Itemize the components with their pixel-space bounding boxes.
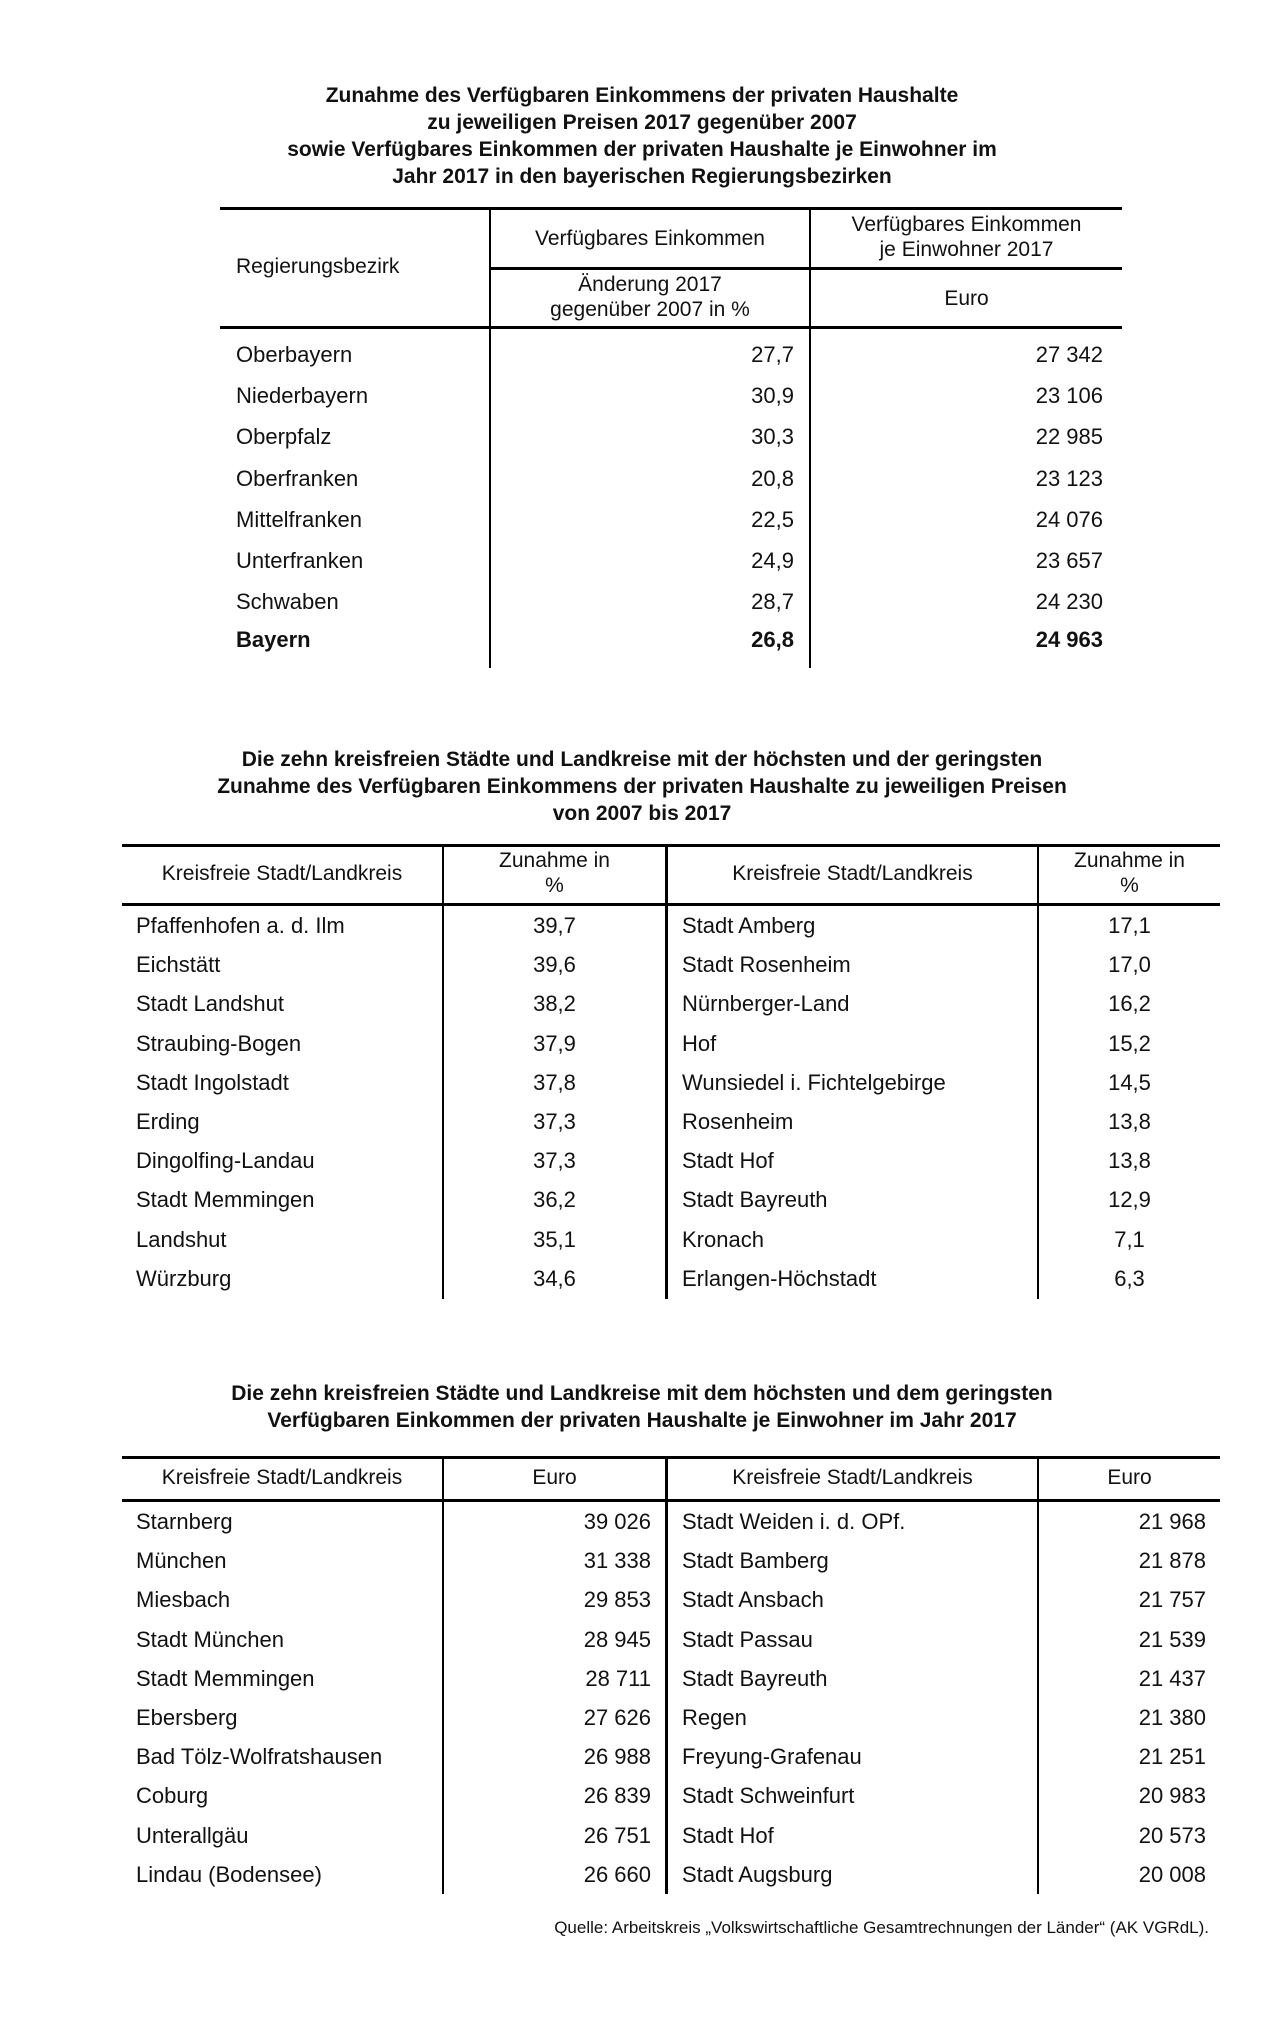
change-percent: 30,9 <box>751 383 794 408</box>
per-capita-euro: 23 106 <box>1035 383 1103 408</box>
table1-header-per-capita <box>811 212 1122 262</box>
per-capita-euro: 22 985 <box>1035 424 1103 449</box>
table3-header-value-left: Euro <box>532 1466 577 1489</box>
highest-name: Stadt Landshut <box>136 991 285 1016</box>
highest-value: 28 711 <box>585 1666 651 1691</box>
change-percent: 26,8 <box>751 627 794 652</box>
region-name: Oberpfalz <box>236 424 332 449</box>
table2-header-value-left <box>444 848 665 898</box>
highest-value: 29 853 <box>583 1587 651 1612</box>
highest-value: 39 026 <box>583 1509 651 1534</box>
lowest-name: Wunsiedel i. Fichtelgebirge <box>682 1070 946 1095</box>
region-name: Schwaben <box>236 589 339 614</box>
highest-name: Ebersberg <box>136 1705 238 1730</box>
per-capita-euro: 24 230 <box>1035 589 1103 614</box>
lowest-value: 12,9 <box>1108 1187 1151 1212</box>
per-capita-euro: 24 076 <box>1035 507 1103 532</box>
header-line: Verfügbares Einkommen <box>851 213 1082 236</box>
highest-name: Eichstätt <box>136 952 221 977</box>
lowest-name: Stadt Hof <box>682 1823 774 1848</box>
table2-title-line: Zunahme des Verfügbaren Einkommens der privaten Haushalte zu jeweiligen Preisen <box>217 775 1067 798</box>
highest-value: 35,1 <box>533 1227 576 1252</box>
region-name: Oberbayern <box>236 342 353 367</box>
header-line: je Einwohner 2017 <box>879 238 1054 261</box>
table1-title-line: Jahr 2017 in den bayerischen Regierungsbezirken <box>392 165 892 188</box>
table1-mid-rule <box>490 267 1122 270</box>
lowest-value: 21 968 <box>1138 1509 1206 1534</box>
table2-top-rule <box>122 844 1220 847</box>
change-percent: 22,5 <box>751 507 794 532</box>
highest-value: 31 338 <box>583 1548 651 1573</box>
lowest-name: Stadt Augsburg <box>682 1862 833 1887</box>
lowest-name: Stadt Bamberg <box>682 1548 829 1573</box>
change-percent: 20,8 <box>751 466 794 491</box>
lowest-value: 13,8 <box>1108 1109 1151 1134</box>
lowest-name: Kronach <box>682 1227 764 1252</box>
per-capita-euro: 23 657 <box>1035 548 1103 573</box>
highest-value: 27 626 <box>583 1705 651 1730</box>
table1-title-line: zu jeweiligen Preisen 2017 gegenüber 2007 <box>427 111 857 134</box>
highest-name: München <box>136 1548 227 1573</box>
highest-value: 37,3 <box>533 1109 576 1134</box>
highest-name: Stadt Memmingen <box>136 1187 315 1212</box>
lowest-name: Stadt Rosenheim <box>682 952 851 977</box>
lowest-name: Erlangen-Höchstadt <box>682 1266 877 1291</box>
lowest-name: Stadt Ansbach <box>682 1587 824 1612</box>
lowest-name: Stadt Bayreuth <box>682 1666 828 1691</box>
table3-title-line: Verfügbaren Einkommen der privaten Haushalte je Einwohner im Jahr 2017 <box>267 1409 1017 1432</box>
highest-value: 39,6 <box>533 952 576 977</box>
header-line: % <box>1120 874 1139 897</box>
lowest-value: 17,1 <box>1108 913 1151 938</box>
table2-header-rule <box>122 903 1220 906</box>
table3-title-line: Die zehn kreisfreien Städte und Landkreise mit dem höchsten und dem geringsten <box>231 1382 1053 1405</box>
region-name: Niederbayern <box>236 383 369 408</box>
table3-header-name-right: Kreisfreie Stadt/Landkreis <box>732 1466 973 1489</box>
change-percent: 24,9 <box>751 548 794 573</box>
table1-header-income: Verfügbares Einkommen <box>535 227 765 250</box>
table2-title-line: von 2007 bis 2017 <box>552 802 732 825</box>
highest-name: Stadt München <box>136 1627 284 1652</box>
highest-value: 26 660 <box>583 1862 651 1887</box>
lowest-name: Nürnberger-Land <box>682 991 850 1016</box>
lowest-value: 20 573 <box>1138 1823 1206 1848</box>
lowest-name: Regen <box>682 1705 747 1730</box>
table2-title <box>0 746 1284 827</box>
lowest-value: 21 251 <box>1138 1744 1206 1769</box>
highest-name: Pfaffenhofen a. d. Ilm <box>136 913 345 938</box>
header-line: % <box>545 874 564 897</box>
table3-header-name-left: Kreisfreie Stadt/Landkreis <box>161 1466 403 1489</box>
table3-title <box>0 1380 1284 1434</box>
table1-top-rule <box>220 207 1122 210</box>
table3-header-value-right: Euro <box>1107 1466 1152 1489</box>
table1-header-change <box>491 272 809 322</box>
lowest-name: Rosenheim <box>682 1109 794 1134</box>
header-line: Änderung 2017 <box>578 273 722 296</box>
region-name: Mittelfranken <box>236 507 362 532</box>
lowest-value: 21 757 <box>1138 1587 1206 1612</box>
change-percent: 30,3 <box>751 424 794 449</box>
table2-title-line: Die zehn kreisfreien Städte und Landkreise mit der höchsten und der geringsten <box>241 748 1043 771</box>
highest-name: Stadt Memmingen <box>136 1666 315 1691</box>
highest-value: 37,8 <box>533 1070 576 1095</box>
per-capita-euro: 23 123 <box>1035 466 1103 491</box>
table2-header-name-left: Kreisfreie Stadt/Landkreis <box>161 862 403 885</box>
highest-value: 39,7 <box>533 913 576 938</box>
table1-header-rule <box>220 326 1122 329</box>
lowest-value: 7,1 <box>1114 1227 1145 1252</box>
highest-value: 36,2 <box>533 1187 576 1212</box>
lowest-name: Stadt Amberg <box>682 913 816 938</box>
highest-value: 26 751 <box>583 1823 651 1848</box>
highest-name: Starnberg <box>136 1509 233 1534</box>
table3-divider <box>665 1457 668 1894</box>
lowest-value: 21 380 <box>1138 1705 1206 1730</box>
highest-name: Landshut <box>136 1227 227 1252</box>
lowest-value: 21 539 <box>1138 1627 1206 1652</box>
table2-divider <box>665 845 668 1299</box>
lowest-value: 20 983 <box>1138 1783 1206 1808</box>
region-name: Bayern <box>236 627 311 652</box>
region-name: Oberfranken <box>236 466 359 491</box>
highest-name: Unterallgäu <box>136 1823 249 1848</box>
lowest-name: Stadt Bayreuth <box>682 1187 828 1212</box>
highest-name: Bad Tölz-Wolfratshausen <box>136 1744 383 1769</box>
table1-title-line: sowie Verfügbares Einkommen der privaten Haushalte je Einwohner im <box>287 138 997 161</box>
lowest-value: 6,3 <box>1114 1266 1145 1291</box>
change-percent: 27,7 <box>751 342 794 367</box>
lowest-value: 21 437 <box>1138 1666 1206 1691</box>
highest-value: 37,3 <box>533 1148 576 1173</box>
header-line: Zunahme in <box>499 849 610 872</box>
header-line: Zunahme in <box>1074 849 1185 872</box>
table1-title-line: Zunahme des Verfügbaren Einkommens der privaten Haushalte <box>325 84 959 107</box>
lowest-name: Stadt Hof <box>682 1148 774 1173</box>
highest-value: 26 839 <box>583 1783 651 1808</box>
table1-title <box>0 82 1284 190</box>
lowest-name: Stadt Passau <box>682 1627 813 1652</box>
table2-header-value-right <box>1039 848 1220 898</box>
highest-value: 37,9 <box>533 1031 576 1056</box>
highest-name: Coburg <box>136 1783 209 1808</box>
table3-top-rule <box>122 1456 1220 1459</box>
per-capita-euro: 24 963 <box>1035 627 1103 652</box>
highest-value: 28 945 <box>583 1627 651 1652</box>
lowest-value: 20 008 <box>1138 1862 1206 1887</box>
source-note: Quelle: Arbeitskreis „Volkswirtschaftliche Gesamtrechnungen der Länder“ (AK VGRdL). <box>554 1918 1209 1937</box>
lowest-value: 15,2 <box>1108 1031 1151 1056</box>
table3-header-rule <box>122 1499 1220 1502</box>
lowest-value: 14,5 <box>1108 1070 1151 1095</box>
highest-name: Stadt Ingolstadt <box>136 1070 289 1095</box>
lowest-value: 17,0 <box>1108 952 1151 977</box>
highest-value: 26 988 <box>583 1744 651 1769</box>
highest-name: Würzburg <box>136 1266 232 1291</box>
highest-value: 34,6 <box>533 1266 576 1291</box>
highest-name: Erding <box>136 1109 200 1134</box>
highest-value: 38,2 <box>533 991 576 1016</box>
region-name: Unterfranken <box>236 548 364 573</box>
lowest-name: Freyung-Grafenau <box>682 1744 862 1769</box>
lowest-value: 16,2 <box>1108 991 1151 1016</box>
header-line: gegenüber 2007 in % <box>550 298 750 321</box>
table2-header-name-right: Kreisfreie Stadt/Landkreis <box>732 862 973 885</box>
change-percent: 28,7 <box>751 589 794 614</box>
table1-header-region: Regierungsbezirk <box>236 255 400 278</box>
highest-name: Lindau (Bodensee) <box>136 1862 322 1887</box>
lowest-name: Stadt Schweinfurt <box>682 1783 855 1808</box>
highest-name: Miesbach <box>136 1587 231 1612</box>
highest-name: Dingolfing-Landau <box>136 1148 315 1173</box>
lowest-value: 21 878 <box>1138 1548 1206 1573</box>
table1-header-euro: Euro <box>944 287 989 310</box>
highest-name: Straubing-Bogen <box>136 1031 302 1056</box>
per-capita-euro: 27 342 <box>1035 342 1103 367</box>
lowest-name: Stadt Weiden i. d. OPf. <box>682 1509 906 1534</box>
lowest-value: 13,8 <box>1108 1148 1151 1173</box>
lowest-name: Hof <box>682 1031 717 1056</box>
